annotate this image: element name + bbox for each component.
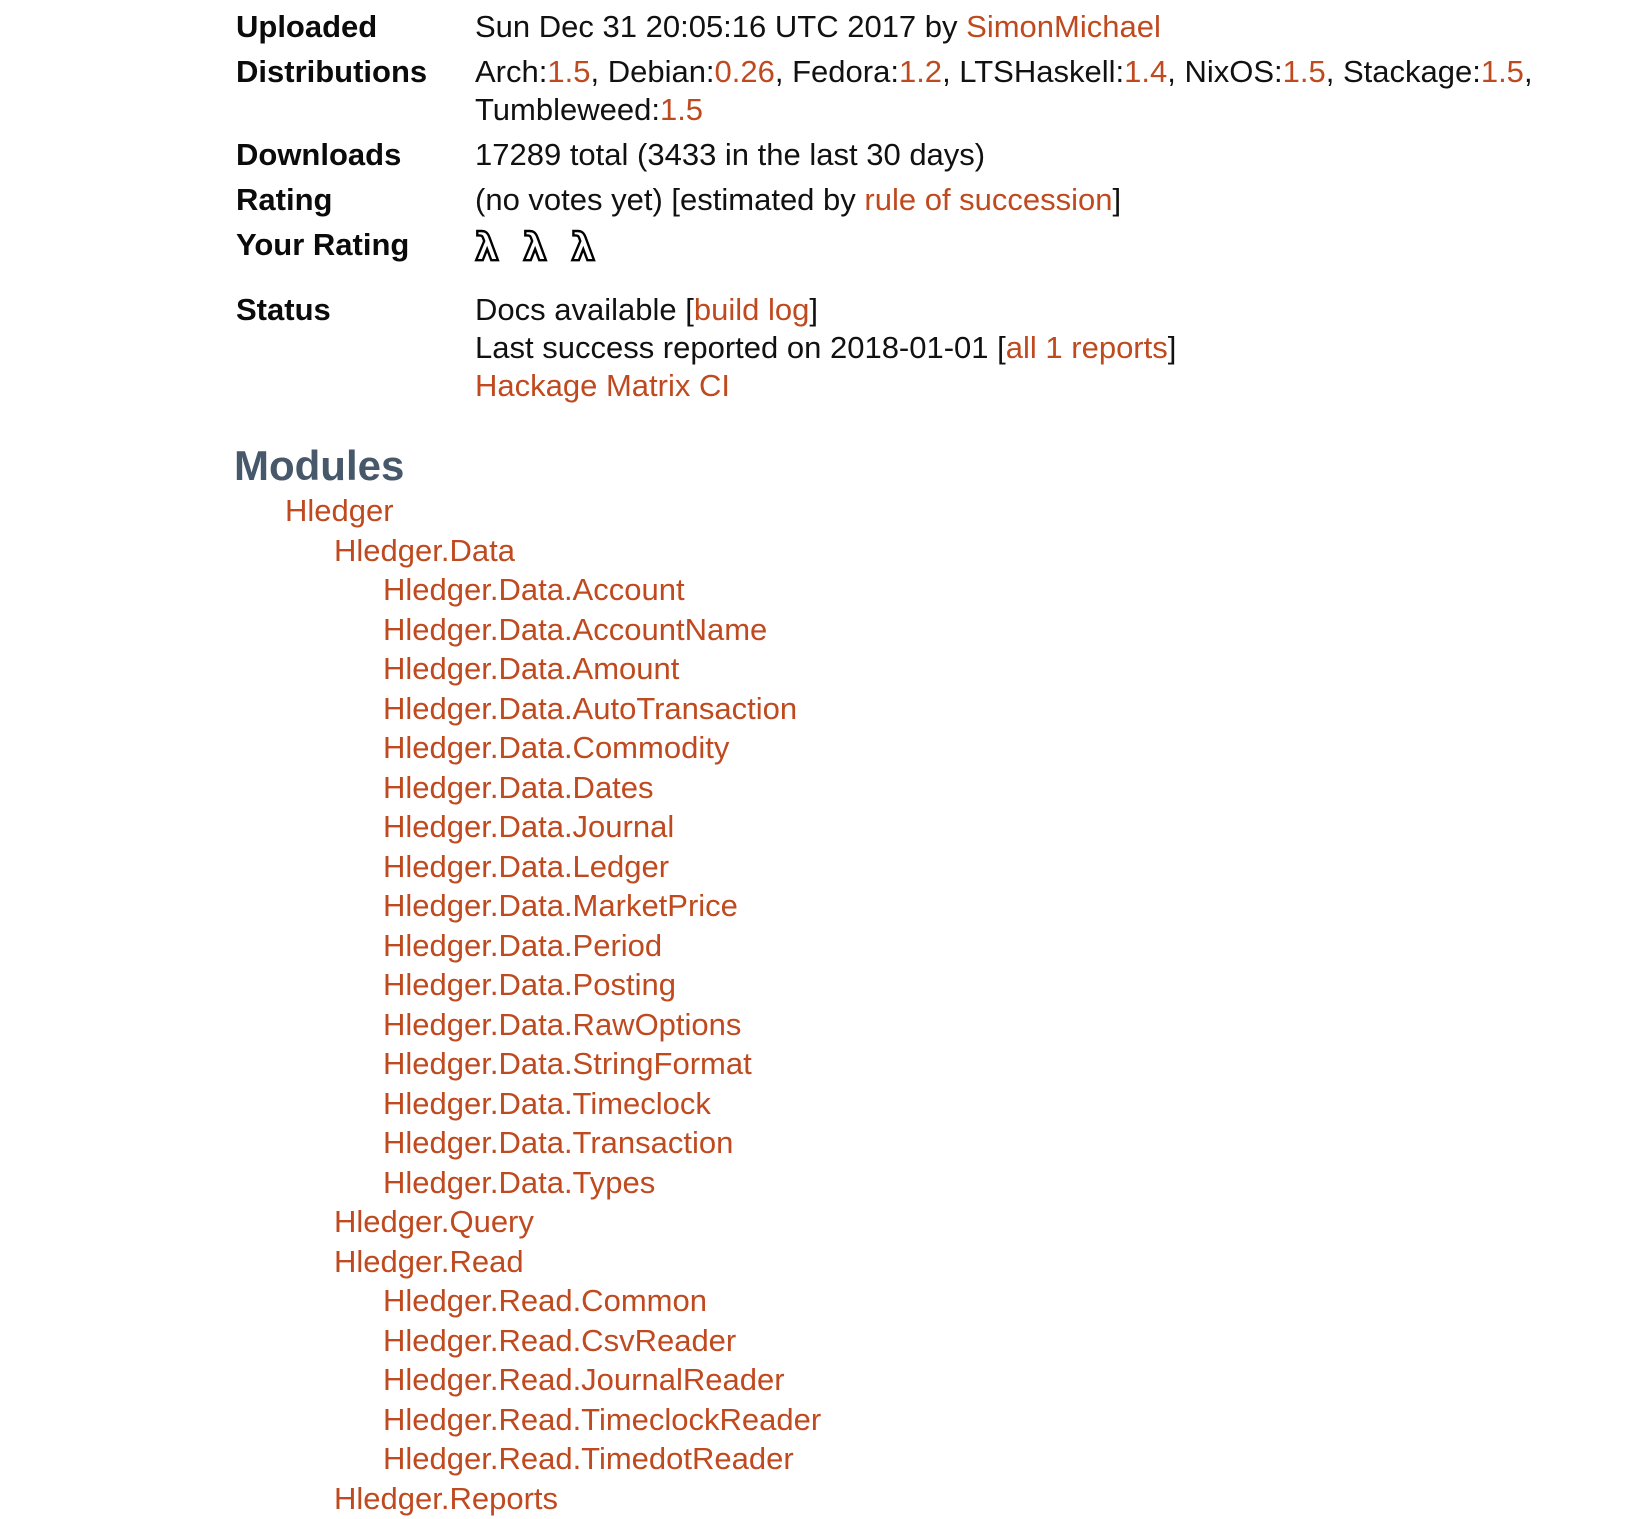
value-line — [475, 291, 1176, 329]
module-link-hledger-data-period[interactable]: Hledger.Data.Period — [383, 927, 663, 963]
text-segment: , NixOS: — [1167, 54, 1283, 89]
link-1-2[interactable]: 1.2 — [898, 54, 943, 89]
property-label-downloads: Downloads — [236, 137, 402, 172]
module-link-hledger-data-timeclock[interactable]: Hledger.Data.Timeclock — [383, 1085, 711, 1121]
module-link-hledger-data-amount[interactable]: Hledger.Data.Amount — [383, 651, 680, 686]
module-list — [334, 570, 1639, 1202]
module-tree — [236, 491, 1639, 1518]
text-segment: ] — [1167, 330, 1177, 365]
value-line — [475, 91, 1533, 129]
module-list-item — [285, 491, 1639, 1518]
value-line — [475, 181, 1121, 219]
property-label-uploaded: Uploaded — [236, 9, 378, 44]
module-list-item — [383, 926, 1639, 966]
text-segment: , Fedora: — [774, 54, 899, 89]
module-list-item — [383, 807, 1639, 847]
module-list-item — [383, 1281, 1639, 1321]
property-value-uploaded — [475, 8, 1161, 46]
module-list — [334, 1281, 1639, 1479]
module-list-item — [383, 847, 1639, 887]
module-link-hledger-data-transaction[interactable]: Hledger.Data.Transaction — [383, 1125, 734, 1160]
text-segment: Docs available [ — [475, 292, 694, 327]
property-value-your-rating — [475, 226, 619, 267]
lambda-rating-3-icon[interactable]: λ — [571, 225, 596, 269]
lambda-rating-2-icon[interactable]: λ — [523, 225, 548, 269]
text-segment: , — [1523, 54, 1533, 89]
module-link-hledger-data[interactable]: Hledger.Data — [334, 532, 515, 568]
property-row-distributions — [236, 53, 1639, 129]
module-list-item — [383, 570, 1639, 610]
module-list-item — [383, 965, 1639, 1005]
module-list-item — [383, 1123, 1639, 1163]
module-link-hledger-data-posting[interactable]: Hledger.Data.Posting — [383, 967, 676, 1002]
link-0-26[interactable]: 0.26 — [714, 54, 775, 89]
module-list — [285, 531, 1639, 1519]
module-link-hledger-read-csvreader[interactable]: Hledger.Read.CsvReader — [383, 1322, 737, 1358]
link-1-5[interactable]: 1.5 — [1282, 54, 1326, 89]
module-link-hledger-read-journalreader[interactable]: Hledger.Read.JournalReader — [383, 1362, 785, 1397]
text-segment: Last success reported on 2018-01-01 [ — [475, 330, 1006, 365]
link-1-5[interactable]: 1.5 — [659, 92, 704, 127]
link-1-5[interactable]: 1.5 — [547, 54, 591, 89]
module-list-item — [383, 728, 1639, 768]
property-row-status — [236, 291, 1639, 405]
lambda-rating-1-icon[interactable]: λ — [475, 225, 500, 269]
module-link-hledger-data-stringformat[interactable]: Hledger.Data.StringFormat — [383, 1046, 752, 1081]
module-link-hledger-read-timeclockreader[interactable]: Hledger.Read.TimeclockReader — [383, 1401, 822, 1437]
text-segment: , Debian: — [590, 54, 715, 89]
property-label-your-rating: Your Rating — [236, 227, 410, 262]
value-line — [475, 53, 1533, 91]
package-properties — [236, 8, 1639, 405]
property-value-status — [475, 291, 1176, 405]
text-segment: , LTSHaskell: — [942, 54, 1125, 89]
module-link-hledger-data-journal[interactable]: Hledger.Data.Journal — [383, 809, 675, 844]
module-list-item — [334, 1202, 1639, 1242]
text-segment: (no votes yet) [estimated by — [475, 182, 865, 217]
text-segment: 17289 total (3433 in the last 30 days) — [475, 137, 986, 172]
link-all-1-reports[interactable]: all 1 reports — [1005, 330, 1168, 365]
text-segment: ] — [1112, 182, 1122, 217]
value-line — [475, 8, 1161, 46]
text-segment: Tumbleweed: — [475, 92, 660, 127]
text-segment: Sun Dec 31 20:05:16 UTC 2017 by — [475, 9, 967, 44]
modules-heading: Modules — [234, 442, 405, 489]
module-list-item — [383, 610, 1639, 650]
module-list-item — [383, 1321, 1639, 1361]
module-link-hledger[interactable]: Hledger — [285, 493, 394, 528]
module-link-hledger-data-rawoptions[interactable]: Hledger.Data.RawOptions — [383, 1006, 742, 1042]
module-list-item — [383, 1360, 1639, 1400]
text-segment: , Stackage: — [1325, 54, 1481, 89]
link-rule-of-succession[interactable]: rule of succession — [864, 182, 1113, 217]
module-link-hledger-data-autotransaction[interactable]: Hledger.Data.AutoTransaction — [383, 690, 798, 726]
link-simonmichael[interactable]: SimonMichael — [966, 9, 1161, 44]
property-row-uploaded — [236, 8, 1639, 46]
module-list-item — [383, 1400, 1639, 1440]
property-label-rating: Rating — [236, 182, 333, 217]
module-link-hledger-reports[interactable]: Hledger.Reports — [334, 1480, 559, 1516]
property-label-distributions: Distributions — [236, 54, 428, 89]
text-segment: ] — [809, 292, 818, 327]
module-link-hledger-read-common[interactable]: Hledger.Read.Common — [383, 1283, 707, 1318]
link-build-log[interactable]: build log — [693, 292, 810, 327]
module-list-item — [383, 1439, 1639, 1479]
module-list-item — [383, 1084, 1639, 1124]
value-line — [475, 329, 1176, 367]
property-value-downloads — [475, 136, 985, 174]
module-link-hledger-read[interactable]: Hledger.Read — [334, 1243, 524, 1279]
module-list-item — [383, 1005, 1639, 1045]
property-value-distributions — [475, 53, 1533, 129]
module-link-hledger-data-dates[interactable]: Hledger.Data.Dates — [383, 769, 654, 805]
module-list-item — [334, 1479, 1639, 1519]
property-row-your-rating — [236, 226, 1639, 267]
module-link-hledger-data-marketprice[interactable]: Hledger.Data.MarketPrice — [383, 888, 738, 923]
text-segment: Arch: — [475, 54, 548, 89]
value-line — [475, 367, 1176, 405]
property-row-rating — [236, 181, 1639, 219]
module-link-hledger-data-ledger[interactable]: Hledger.Data.Ledger — [383, 848, 670, 884]
module-link-hledger-data-commodity[interactable]: Hledger.Data.Commodity — [383, 730, 730, 765]
module-link-hledger-data-accountname[interactable]: Hledger.Data.AccountName — [383, 611, 768, 647]
module-link-hledger-data-types[interactable]: Hledger.Data.Types — [383, 1164, 656, 1200]
module-link-hledger-query[interactable]: Hledger.Query — [334, 1204, 534, 1239]
module-list — [236, 491, 1639, 1518]
module-list-item — [383, 1044, 1639, 1084]
link-1-4[interactable]: 1.4 — [1124, 54, 1168, 89]
module-list-item — [334, 531, 1639, 1203]
link-1-5[interactable]: 1.5 — [1480, 54, 1524, 89]
module-link-hledger-read-timedotreader[interactable]: Hledger.Read.TimedotReader — [383, 1441, 794, 1476]
property-row-downloads — [236, 136, 1639, 174]
link-hackage-matrix-ci[interactable]: Hackage Matrix CI — [475, 368, 730, 403]
property-value-rating — [475, 181, 1121, 219]
module-list-item — [383, 886, 1639, 926]
property-label-status: Status — [236, 292, 331, 327]
module-list-item — [383, 649, 1639, 689]
module-list-item — [383, 1163, 1639, 1203]
module-list-item — [334, 1242, 1639, 1479]
module-list-item — [383, 768, 1639, 808]
module-link-hledger-data-account[interactable]: Hledger.Data.Account — [383, 572, 685, 607]
value-line — [475, 136, 985, 174]
module-list-item — [383, 689, 1639, 729]
